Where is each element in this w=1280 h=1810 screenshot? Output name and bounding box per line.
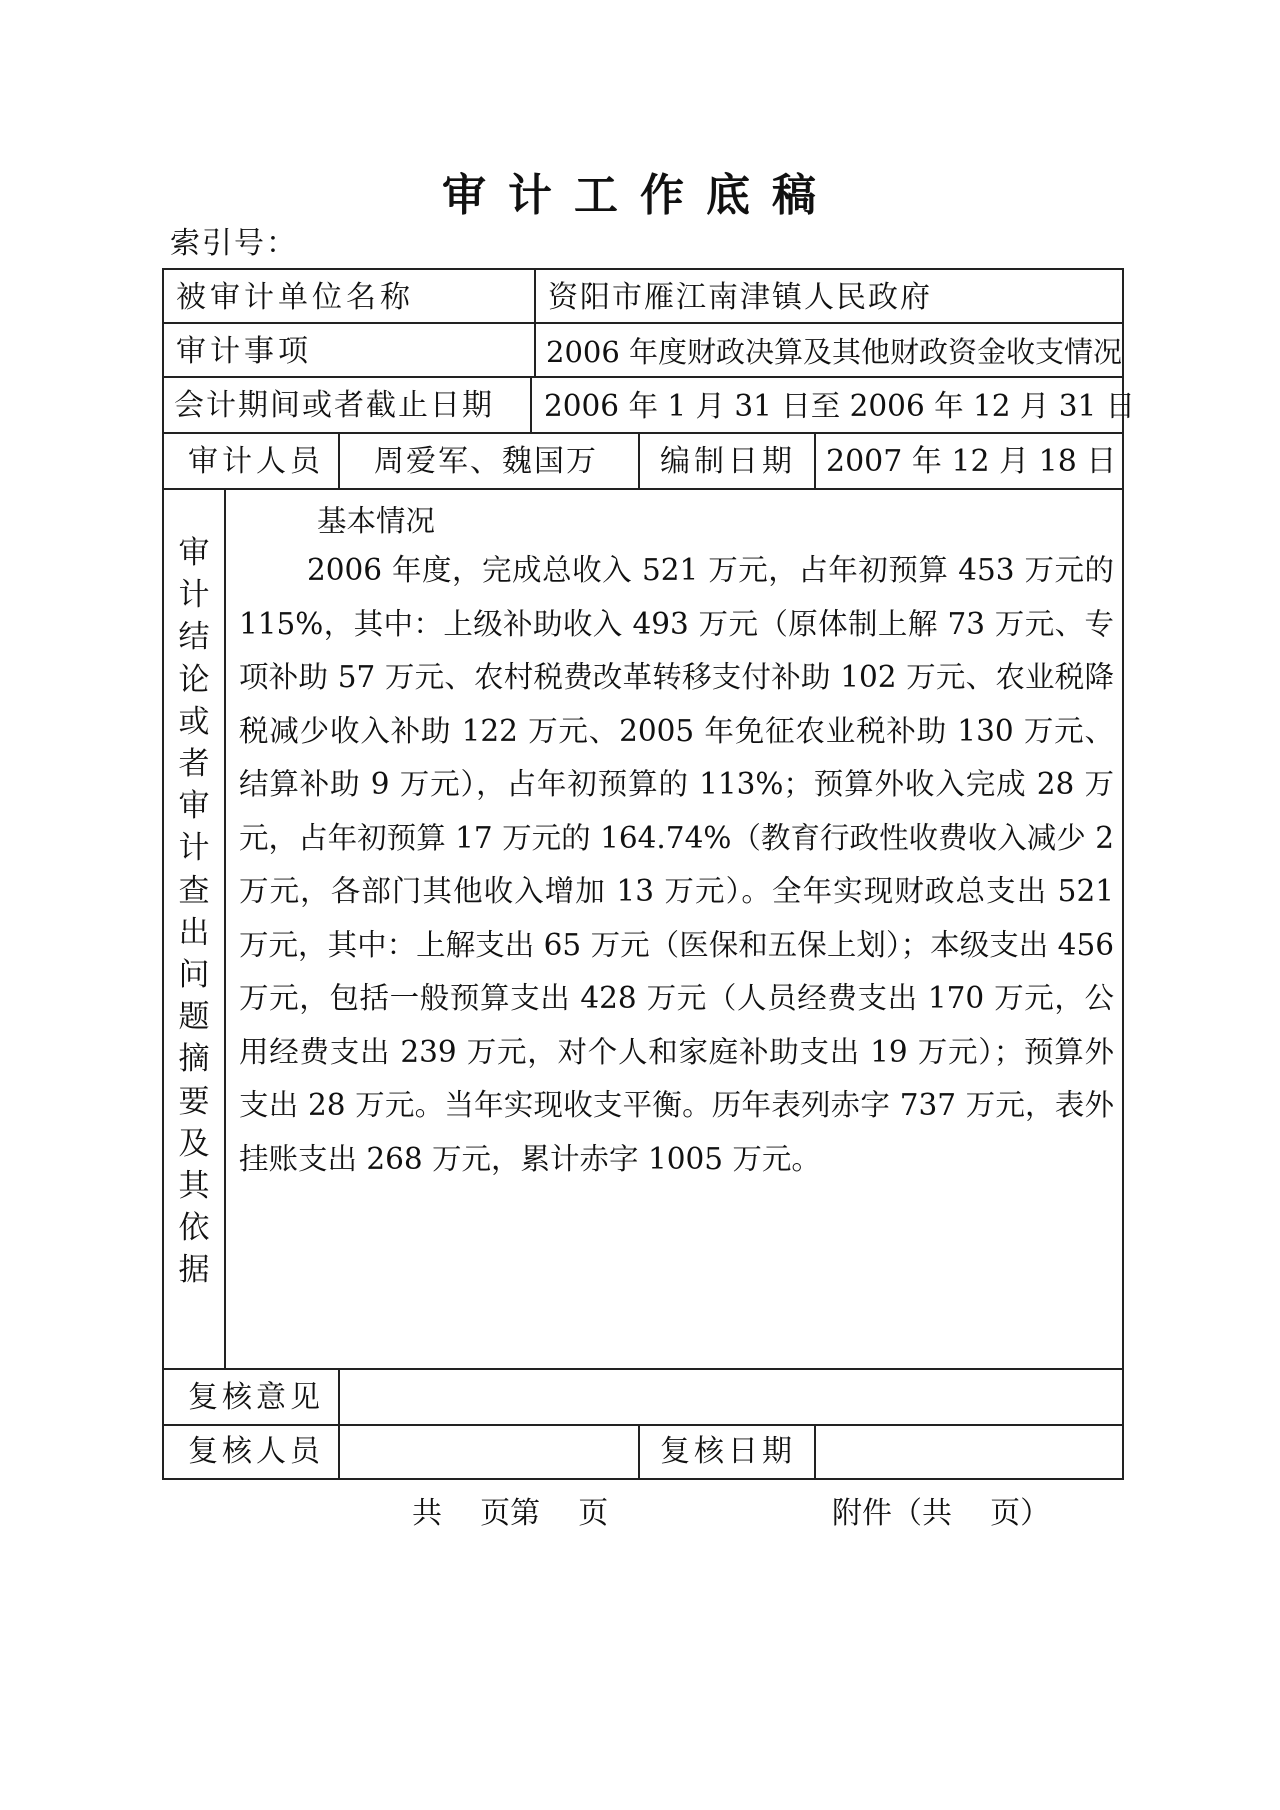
conclusion-label-char: 审 <box>178 788 210 825</box>
table-border-right <box>1122 268 1124 1480</box>
conclusion-label-char: 要 <box>178 1083 210 1120</box>
conclusion-content <box>239 498 1114 1186</box>
col-divider-review-date-label <box>638 1424 640 1480</box>
conclusion-label-char: 结 <box>178 619 210 656</box>
table-rule-2 <box>162 376 1124 378</box>
col-divider-review-date-value <box>814 1424 816 1480</box>
audit-matter-value: 2006 年度财政决算及其他财政资金收支情况 <box>546 335 1123 369</box>
auditors-value: 周爱军、魏国万 <box>374 444 598 479</box>
table-rule-6 <box>162 1424 1124 1426</box>
conclusion-label-char: 或 <box>178 703 210 740</box>
accounting-period-value: 2006 年 1 月 31 日至 2006 年 12 月 31 日 <box>544 389 1136 423</box>
conclusion-label-char: 查 <box>178 872 210 909</box>
table-rule-1 <box>162 322 1124 324</box>
conclusion-label-char: 问 <box>178 957 210 994</box>
col-divider-period <box>530 376 532 434</box>
conclusion-heading: 基本情况 <box>317 504 436 538</box>
table-rule-5 <box>162 1368 1124 1370</box>
col-divider-prepared-label <box>638 432 640 490</box>
audited-unit-value: 资阳市雁江南津镇人民政府 <box>548 280 932 315</box>
conclusion-label-char: 题 <box>178 999 210 1036</box>
col-divider-unit <box>534 268 536 378</box>
audited-unit-label: 被审计单位名称 <box>176 280 414 315</box>
conclusion-label-char: 出 <box>178 914 210 951</box>
prepared-date-label: 编制日期 <box>660 444 796 479</box>
conclusion-label-char: 者 <box>178 746 210 783</box>
table-border-bottom <box>162 1478 1124 1480</box>
conclusion-label-char: 依 <box>178 1210 210 1247</box>
prepared-date-value: 2007 年 12 月 18 日 <box>826 444 1117 479</box>
audit-matter-label: 审计事项 <box>176 334 312 369</box>
document-title: 审计工作底稿 <box>442 170 838 221</box>
review-date-label: 复核日期 <box>660 1434 796 1469</box>
conclusion-label-char: 审 <box>178 535 210 571</box>
index-number-label: 索引号： <box>170 226 298 261</box>
col-divider-auditors <box>338 432 340 490</box>
review-opinion-label: 复核意见 <box>188 1380 324 1415</box>
conclusion-paragraph: 2006 年度，完成总收入 521 万元，占年初预算 453 万元的 115%，其中：上级补助收入 493 万元（原体制上解 73 万元、专项补助 57 万元、农村税费改革转移支付补助 102 万元、农业税降税减少收入补助 122 万元、2005 年免征农业税补助 130 万元、结算补助 9 万元），占年初预算的 113%；预算外收入完成 28 万元，占年初预算 17 万元的 164.74%（教育行政性收费收入减少 2 万元，各部门其他收入增加 13 万元）。全年实现财政总支出 521 万元，其中：上解支出 65 万元（医保和五保上划）；本级支出 456 万元，包括一般预算支出 428 万元（人员经费支出 170 万元，公用经费支出 239 万元，对个人和家庭补助支出 19 万元）；预算外支出 28 万元。当年实现收支平衡。历年表列赤字 737 万元，表外挂账支出 268 万元，累计赤字 1005 万元。 <box>239 553 1114 1176</box>
conclusion-label-char: 摘 <box>178 1041 210 1078</box>
table-border-top <box>162 268 1124 270</box>
col-divider-review <box>338 1368 340 1480</box>
conclusion-label-char: 论 <box>178 661 210 698</box>
reviewer-label: 复核人员 <box>188 1434 324 1469</box>
conclusion-label-vertical <box>162 532 226 1292</box>
auditors-label: 审计人员 <box>188 444 324 479</box>
table-rule-3 <box>162 432 1124 434</box>
accounting-period-label: 会计期间或者截止日期 <box>174 388 494 423</box>
conclusion-label-char: 据 <box>178 1252 210 1289</box>
table-rule-4 <box>162 488 1124 490</box>
attachment-count-footer: 附件（共 页） <box>832 1496 1051 1531</box>
conclusion-label-char: 其 <box>178 1168 210 1205</box>
conclusion-label-char: 及 <box>178 1125 210 1162</box>
page-count-footer: 共 页第 页 <box>412 1496 609 1531</box>
conclusion-label-char: 计 <box>178 830 210 867</box>
conclusion-label-char: 计 <box>178 577 210 614</box>
col-divider-prepared-value <box>814 432 816 490</box>
